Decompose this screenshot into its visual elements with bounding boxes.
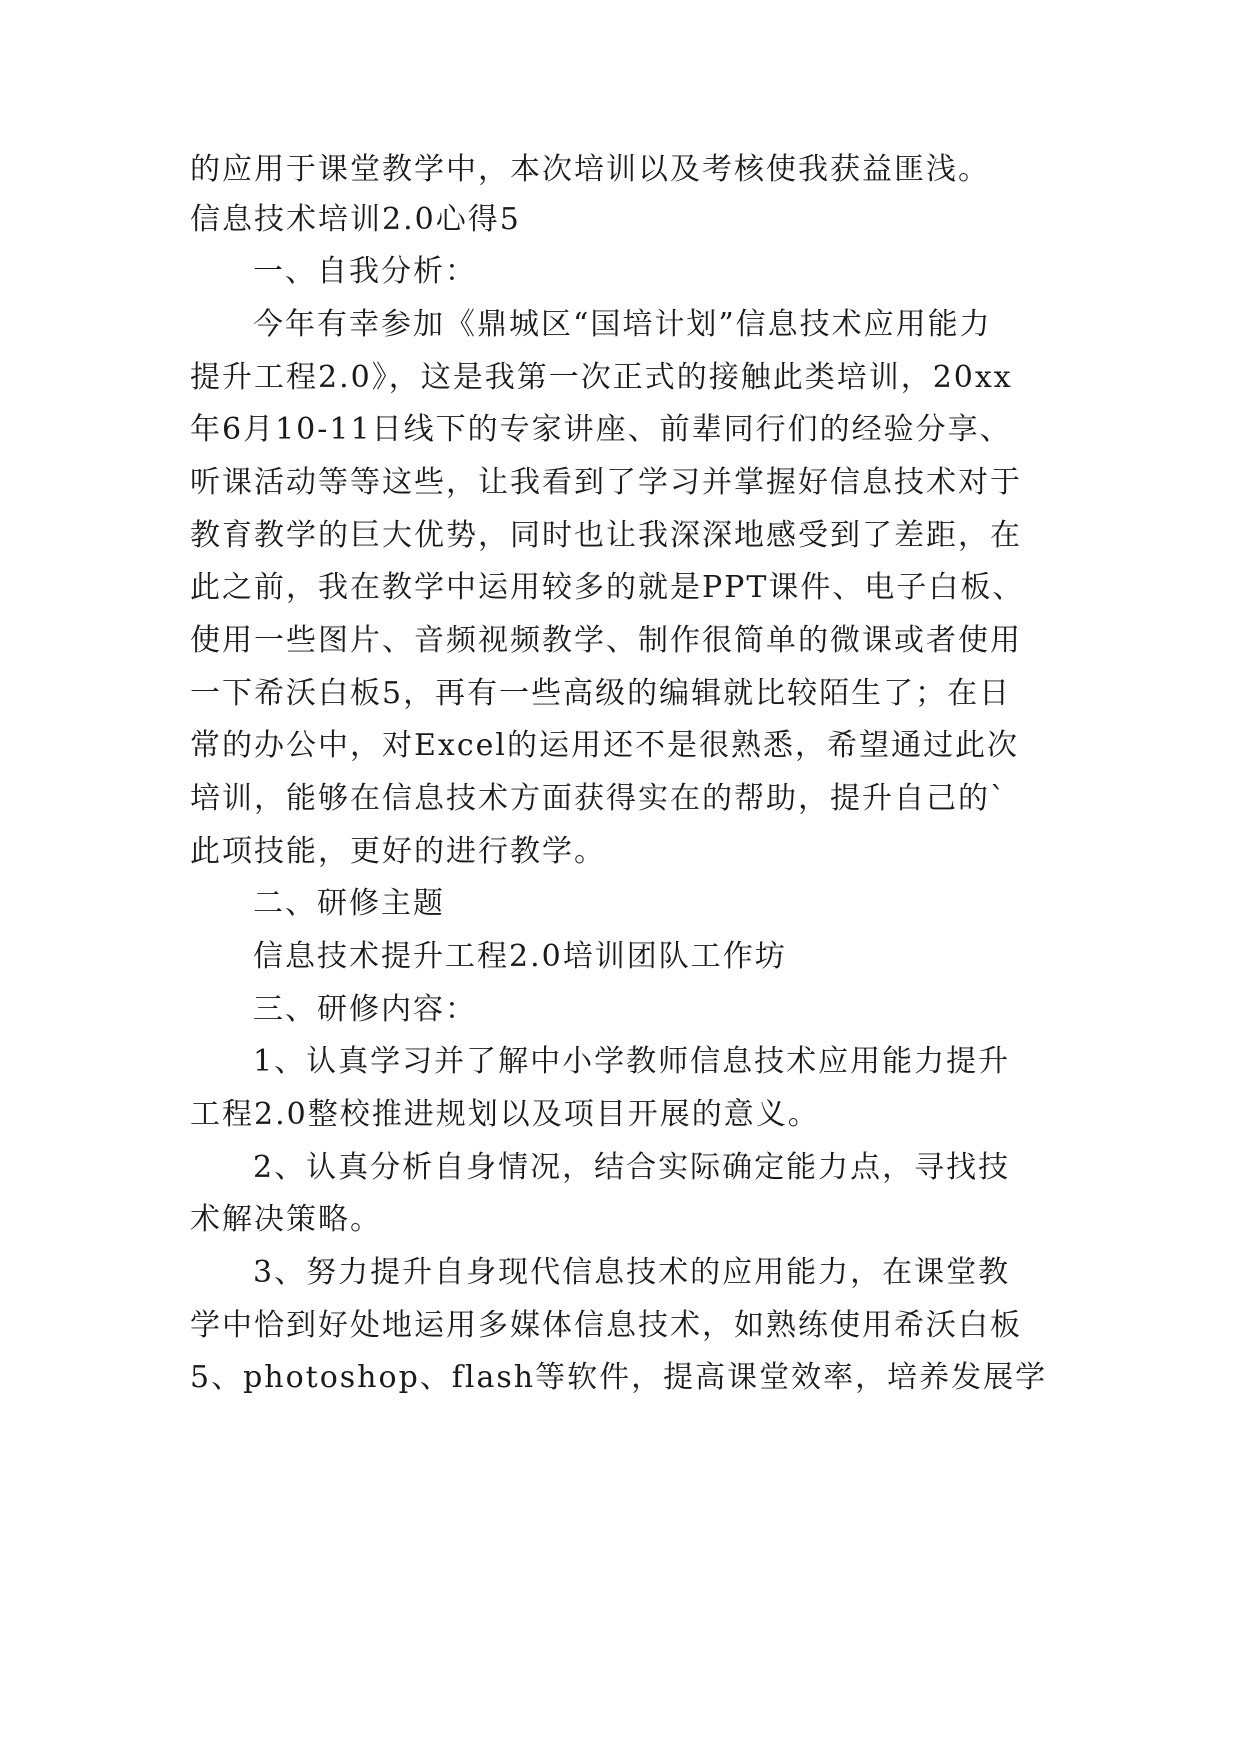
body-text-line: 教育教学的巨大优势，同时也让我深深地感受到了差距，在 <box>190 518 1022 553</box>
list-item-line: 5、photoshop、flash等软件，提高课堂效率，培养发展学 <box>190 1360 1048 1395</box>
body-text-line: 年6月10-11日线下的专家讲座、前辈同行们的经验分享、 <box>190 412 1012 447</box>
body-text-line: 使用一些图片、音频视频教学、制作很简单的微课或者使用 <box>190 623 1022 658</box>
body-text-line: 提升工程2.0》，这是我第一次正式的接触此类培训，20xx <box>190 360 1013 395</box>
body-text-line: 培训，能够在信息技术方面获得实在的帮助，提升自己的` <box>190 781 1007 816</box>
list-item-line: 工程2.0整校推进规划以及项目开展的意义。 <box>190 1097 820 1132</box>
body-text-line: 今年有幸参加《鼎城区“国培计划”信息技术应用能力 <box>253 307 992 342</box>
body-text-line: 的应用于课堂教学中，本次培训以及考核使我获益匪浅。 <box>190 152 990 187</box>
heading-self-analysis: 一、自我分析： <box>253 254 477 289</box>
section-title: 信息技术培训2.0心得5 <box>190 202 521 237</box>
body-text-line: 听课活动等等这些，让我看到了学习并掌握好信息技术对于 <box>190 465 1022 500</box>
list-item-line: 术解决策略。 <box>190 1202 382 1237</box>
heading-study-theme: 二、研修主题 <box>253 886 445 921</box>
body-text-line: 常的办公中，对Excel的运用还不是很熟悉，希望通过此次 <box>190 728 1019 763</box>
body-text-line: 此之前，我在教学中运用较多的就是PPT课件、电子白板、 <box>190 570 1025 605</box>
list-item-line: 2、认真分析自身情况，结合实际确定能力点，寻找技 <box>253 1150 1011 1185</box>
list-item-line: 1、认真学习并了解中小学教师信息技术应用能力提升 <box>253 1044 1011 1079</box>
heading-study-content: 三、研修内容： <box>253 992 477 1027</box>
body-text-line: 一下希沃白板5，再有一些高级的编辑就比较陌生了；在日 <box>190 676 1012 711</box>
body-text-line: 信息技术提升工程2.0培训团队工作坊 <box>253 939 787 974</box>
list-item-line: 学中恰到好处地运用多媒体信息技术，如熟练使用希沃白板 <box>190 1308 1022 1343</box>
list-item-line: 3、努力提升自身现代信息技术的应用能力，在课堂教 <box>253 1255 1011 1290</box>
body-text-line: 此项技能，更好的进行教学。 <box>190 834 606 869</box>
